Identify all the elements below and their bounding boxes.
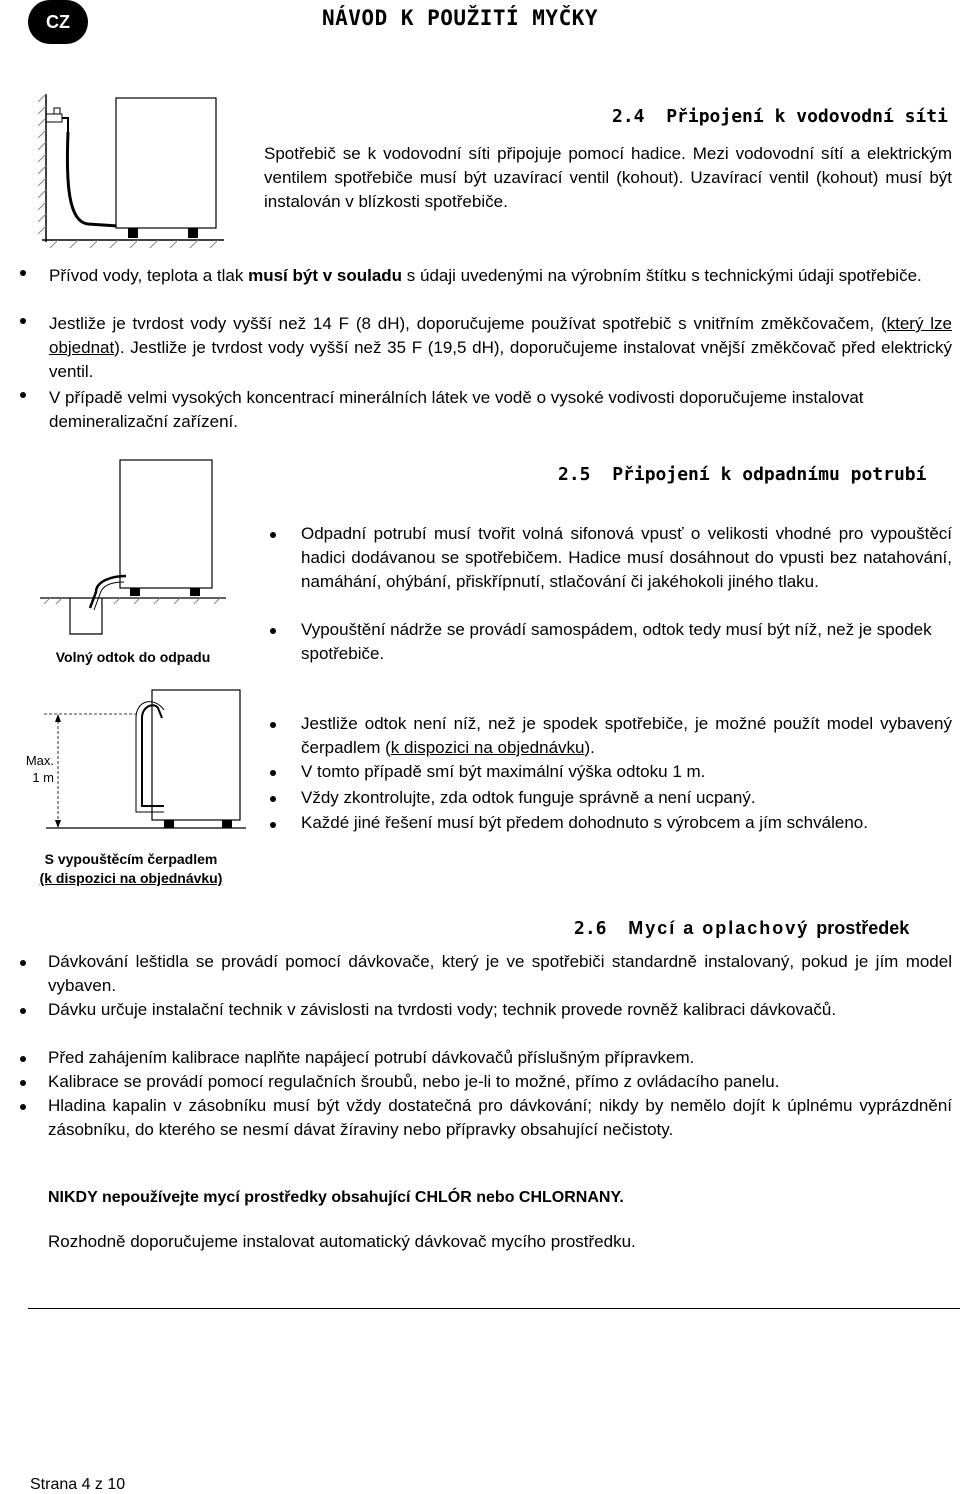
section-2-4-bullet-1: Přívod vody, teplota a tlak musí být v souladu s údaji uvedenými na výrobním štítku s technickými údaji spotřebiče. <box>49 266 922 285</box>
bullet-icon <box>20 1056 26 1062</box>
bullet-icon <box>20 1008 26 1014</box>
pump-drain-illustration <box>24 688 246 852</box>
bullet-icon <box>20 1104 26 1110</box>
bullet-icon <box>20 1080 26 1086</box>
caption-pump-drain: S vypouštěcím čerpadlem (k dispozici na objednávku) <box>39 851 223 886</box>
chlorine-warning: NIKDY nepoužívejte mycí prostředky obsahující CHLÓR nebo CHLORNANY. <box>48 1189 624 1206</box>
water-connection-illustration <box>38 92 228 248</box>
section-2-6-bullet-2: Dávku určuje instalační technik v závislosti na tvrdosti vody; technik provede rovněž kalibraci dávkovačů. <box>48 1000 837 1019</box>
bullet-icon <box>270 822 276 828</box>
page-title: NÁVOD K POUŽITÍ MYČKY <box>322 6 599 30</box>
dispenser-recommendation: Rozhodně doporučujeme instalovat automatický dávkovač mycího prostředku. <box>48 1232 636 1251</box>
section-2-4-bullet-3: V případě velmi vysokých koncentrací minerálních látek ve vodě o vysoké vodivosti doporučujeme instalovat demineralizační zařízení. <box>49 388 864 431</box>
section-2-5-bullet-1: Odpadní potrubí musí tvořit volná sifonová vpusť o velikosti vhodné pro vypouštěcí hadici dodávanou se spotřebičem. Hadice musí dosáhnout do vpusti bez natahování, namáhání, ohýbání, přiskřípnutí, stlačování či jakéhokoli jiného tlaku. <box>301 524 952 591</box>
section-2-6-bullet-4: Kalibrace se provádí pomocí regulačních šroubů, nebo je-li to možné, přímo z ovládacího panelu. <box>48 1072 780 1091</box>
page-number: Strana 4 z 10 <box>30 1476 126 1493</box>
bullet-icon <box>20 270 26 276</box>
bullet-icon <box>20 392 26 398</box>
bullet-icon <box>270 770 276 776</box>
section-2-4-heading <box>612 106 948 127</box>
language-badge: CZ <box>28 0 88 44</box>
section-2-4-title: Připojení k vodovodní síti <box>666 106 948 127</box>
bullet-icon <box>270 628 276 634</box>
bullet-icon <box>270 532 276 538</box>
caption-free-drain: Volný odtok do odpadu <box>55 649 211 665</box>
pump-height-label: Max. 1 m <box>25 753 54 785</box>
section-2-6-heading: 2.6 Mycí a oplachový prostředek <box>574 918 910 939</box>
section-2-4-bullet-2: Jestliže je tvrdost vody vyšší než 14 F (8 dH), doporučujeme používat spotřebič s vnitřním změkčovačem, (který lze objednat). Jestliže je tvrdost vody vyšší než 35 F (19,5 dH), doporučujeme instalovat vnější změkčovač před elektrický ventil. <box>49 314 953 381</box>
section-2-6-bullet-5: Hladina kapalin v zásobníku musí být vždy dostatečná pro dávkování; nikdy by nemělo dojít k úplnému vyprázdnění zásobníku, do kterého se nesmí dávat žíraviny nebo přípravky obsahující nečistoty. <box>48 1096 952 1139</box>
bullet-icon <box>20 318 26 324</box>
bullet-icon <box>20 960 26 966</box>
bullet-icon <box>270 796 276 802</box>
section-2-5-heading <box>558 464 926 485</box>
section-2-5-bullet-3: Jestliže odtok není níž, než je spodek spotřebiče, je možné použít model vybavený čerpadlem (k dispozici na objednávku). <box>301 714 952 757</box>
section-2-4-intro: Spotřebič se k vodovodní síti připojuje pomocí hadice. Mezi vodovodní sítí a elektrickým ventilem spotřebiče musí být uzavírací ventil (kohout). Uzavírací ventil (kohout) musí být instalován v blízkosti spotřebiče. <box>264 144 952 211</box>
bullet-icon <box>270 722 276 728</box>
free-drain-illustration <box>40 458 226 658</box>
section-2-5-bullet-5: Vždy zkontrolujte, zda odtok funguje správně a není ucpaný. <box>301 788 756 807</box>
section-2-5-bullet-4: V tomto případě smí být maximální výška odtoku 1 m. <box>301 762 706 781</box>
section-2-5-number: 2.5 <box>558 464 591 485</box>
section-2-5-bullet-6: Každé jiné řešení musí být předem dohodnuto s výrobcem a jím schváleno. <box>301 813 868 832</box>
section-2-6-bullet-3: Před zahájením kalibrace naplňte napájecí potrubí dávkovačů příslušným přípravkem. <box>48 1048 695 1067</box>
section-2-5-bullet-2: Vypouštění nádrže se provádí samospádem, odtok tedy musí být níž, než je spodek spotřebiče. <box>301 620 932 663</box>
section-2-5-title: Připojení k odpadnímu potrubí <box>612 464 927 485</box>
section-2-6-number: 2.6 <box>574 918 607 939</box>
section-2-6-bullet-1: Dávkování leštidla se provádí pomocí dávkovače, který je ve spotřebiči standardně instalovaný, pokud je jím model vybaven. <box>48 952 952 995</box>
section-2-4-number: 2.4 <box>612 106 645 127</box>
footer-divider <box>28 1308 960 1309</box>
